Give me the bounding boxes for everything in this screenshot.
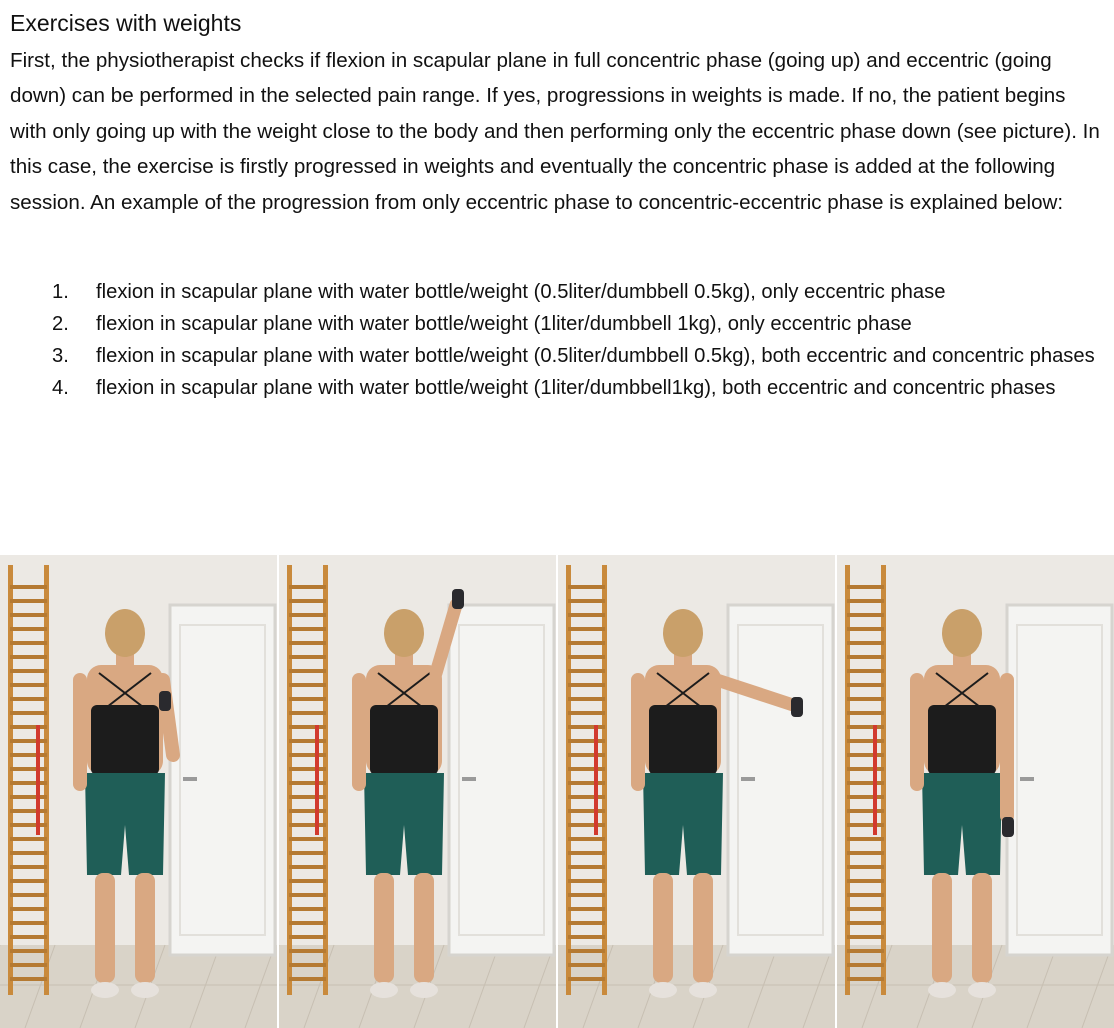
list-text: flexion in scapular plane with water bottle/weight (1liter/dumbbell 1kg), only eccentric phase	[96, 313, 912, 335]
wall-ladder-rung	[847, 585, 884, 589]
wall-ladder-rung	[289, 893, 326, 897]
right-shoe	[689, 982, 717, 998]
wall-ladder-rung	[847, 683, 884, 687]
wall-ladder-rung	[10, 781, 47, 785]
wall-ladder-rung	[289, 949, 326, 953]
wall-ladder-rung	[847, 823, 884, 827]
wall-ladder-rung	[10, 711, 47, 715]
right-leg	[135, 873, 155, 983]
head-hair	[663, 609, 703, 657]
wall-ladder-rung	[847, 921, 884, 925]
wall-ladder-rung	[568, 585, 605, 589]
wall-ladder-rung	[847, 837, 884, 841]
list-text: flexion in scapular plane with water bottle/weight (0.5liter/dumbbell 0.5kg), only eccentric phase	[96, 281, 946, 303]
wall-ladder-rung	[847, 655, 884, 659]
wall-ladder-rung	[10, 795, 47, 799]
wall-ladder-rung	[10, 613, 47, 617]
wall-ladder-rung	[847, 669, 884, 673]
list-text: flexion in scapular plane with water bottle/weight (0.5liter/dumbbell 0.5kg), both eccentric and concentric phases	[96, 345, 1095, 367]
exercise-photo-4	[837, 555, 1114, 1028]
wall-ladder-rung	[289, 935, 326, 939]
right-shoe	[410, 982, 438, 998]
wall-ladder-rung	[289, 669, 326, 673]
dumbbell	[452, 589, 464, 609]
head-hair	[105, 609, 145, 657]
wall-ladder-rung	[568, 613, 605, 617]
wall-ladder-rung	[847, 613, 884, 617]
black-top	[91, 705, 159, 775]
progression-list	[0, 276, 1108, 404]
wall-ladder-rung	[568, 851, 605, 855]
wall-ladder-rung	[10, 655, 47, 659]
left-shoe	[370, 982, 398, 998]
wall-ladder-rung	[289, 781, 326, 785]
wall-ladder-rung	[10, 963, 47, 967]
right-shoe	[968, 982, 996, 998]
wall-ladder-rung	[289, 851, 326, 855]
wall-ladder-rung	[847, 949, 884, 953]
exercise-photo-strip	[0, 555, 1114, 1028]
wall-ladder-rung	[10, 753, 47, 757]
black-top	[370, 705, 438, 775]
wall-ladder-rung	[847, 977, 884, 981]
wall-ladder-rung	[847, 893, 884, 897]
resistance-band	[594, 725, 598, 835]
left-leg	[932, 873, 952, 983]
wall-ladder-rung	[289, 599, 326, 603]
wall-ladder-rung	[847, 935, 884, 939]
door-handle	[741, 777, 755, 781]
left-leg	[374, 873, 394, 983]
wall-ladder-rung	[10, 977, 47, 981]
wall-ladder-rung	[289, 795, 326, 799]
wall-ladder-rung	[289, 627, 326, 631]
wall-ladder-rung	[568, 823, 605, 827]
list-number: 4.	[52, 377, 69, 399]
wall-ladder-rung	[10, 865, 47, 869]
wall-ladder-rung	[568, 977, 605, 981]
wall-ladder-rung	[847, 907, 884, 911]
left-shoe	[91, 982, 119, 998]
resistance-band	[36, 725, 40, 835]
wall-ladder-rung	[847, 739, 884, 743]
wall-ladder-rung	[289, 907, 326, 911]
wall-ladder-rung	[10, 725, 47, 729]
wall-ladder-rung	[847, 963, 884, 967]
wall-ladder-rung	[289, 655, 326, 659]
wall-ladder-rung	[847, 711, 884, 715]
left-arm	[73, 673, 87, 791]
wall-ladder-rung	[10, 949, 47, 953]
section-heading: Exercises with weights	[10, 10, 242, 36]
exercise-photo-1	[0, 555, 277, 1028]
wall-ladder-rung	[847, 697, 884, 701]
wall-ladder-rung	[289, 921, 326, 925]
exercise-photo-4-image	[837, 555, 1114, 1028]
wall-ladder-rung	[568, 725, 605, 729]
wall-ladder-rung	[10, 893, 47, 897]
wall-ladder-rung	[847, 641, 884, 645]
wall-ladder-rung	[289, 683, 326, 687]
wall-ladder-rung	[847, 795, 884, 799]
wall-ladder-rung	[10, 739, 47, 743]
black-top	[649, 705, 717, 775]
wall-ladder-rung	[568, 599, 605, 603]
wall-ladder-rung	[847, 851, 884, 855]
wall-ladder-rung	[847, 725, 884, 729]
resistance-band	[873, 725, 877, 835]
right-shoe	[131, 982, 159, 998]
wall-ladder-rung	[10, 837, 47, 841]
wall-ladder-rung	[289, 697, 326, 701]
wall-ladder-rung	[289, 585, 326, 589]
wall-ladder-rung	[10, 921, 47, 925]
wall-ladder-rung	[847, 767, 884, 771]
left-shoe	[649, 982, 677, 998]
wall-ladder-rung	[10, 879, 47, 883]
wall-ladder-rung	[568, 865, 605, 869]
wall-ladder-rung	[10, 907, 47, 911]
resistance-band	[315, 725, 319, 835]
exercise-photo-1-image	[0, 555, 277, 1028]
wall-ladder-rung	[10, 823, 47, 827]
left-shoe	[928, 982, 956, 998]
wall-ladder-rung	[847, 627, 884, 631]
dumbbell	[1002, 817, 1014, 837]
wall-ladder-rung	[568, 753, 605, 757]
list-text: flexion in scapular plane with water bottle/weight (1liter/dumbbell1kg), both eccentric and concentric phases	[96, 377, 1056, 399]
wall-ladder-rung	[10, 767, 47, 771]
wall-ladder-rung	[847, 809, 884, 813]
wall-ladder-rung	[10, 627, 47, 631]
wall-ladder-rung	[289, 613, 326, 617]
wall-ladder-rung	[10, 585, 47, 589]
wall-ladder-rung	[568, 641, 605, 645]
wall-ladder-rung	[10, 599, 47, 603]
wall-ladder-rung	[568, 697, 605, 701]
intro-paragraph: First, the physiotherapist checks if flexion in scapular plane in full concentric phase (going up) and eccentric (going down) can be performed in the selected pain range. If yes, progressions in weights is made. If no, the patient begins with only going up with the weight close to the body and then performing only the eccentric phase down (see picture). In this case, the exercise is firstly progressed in weights and eventually the concentric phase is added at the following session. An example of the progression from only eccentric phase to concentric-eccentric phase is explained below:	[10, 49, 1100, 214]
wall-ladder-rung	[847, 599, 884, 603]
wall-ladder-rung	[568, 963, 605, 967]
right-leg	[972, 873, 992, 983]
exercise-photo-3-image	[558, 555, 835, 1028]
wall-ladder-rung	[568, 837, 605, 841]
wall-ladder-rung	[847, 753, 884, 757]
wall-ladder-rung	[10, 851, 47, 855]
wall-ladder-rung	[847, 879, 884, 883]
wall-ladder-rung	[289, 879, 326, 883]
left-arm	[352, 673, 366, 791]
wall-ladder-rung	[10, 809, 47, 813]
wall-ladder-rung	[289, 809, 326, 813]
wall-ladder-rung	[10, 669, 47, 673]
wall-ladder-rung	[568, 809, 605, 813]
wall-ladder-rung	[568, 627, 605, 631]
list-item	[0, 340, 1108, 372]
wall-ladder-rung	[568, 739, 605, 743]
wall-ladder-rung	[568, 767, 605, 771]
right-leg	[414, 873, 434, 983]
wall-ladder-rung	[568, 683, 605, 687]
left-arm	[631, 673, 645, 791]
dumbbell	[791, 697, 803, 717]
wall-ladder-rung	[289, 641, 326, 645]
wall-ladder-rung	[289, 837, 326, 841]
wall-ladder-rung	[10, 697, 47, 701]
wall-ladder-rung	[289, 767, 326, 771]
list-number: 2.	[52, 313, 69, 335]
wall-ladder-rung	[568, 893, 605, 897]
wall-ladder-rung	[289, 823, 326, 827]
head-hair	[942, 609, 982, 657]
door-handle	[183, 777, 197, 781]
wall-ladder-rung	[289, 711, 326, 715]
left-leg	[95, 873, 115, 983]
wall-ladder-rung	[847, 781, 884, 785]
wall-ladder-rung	[568, 669, 605, 673]
wall-ladder-rung	[289, 725, 326, 729]
wall-ladder-rung	[568, 711, 605, 715]
wall-ladder-rung	[10, 683, 47, 687]
wall-ladder-rung	[289, 963, 326, 967]
wall-ladder-rung	[568, 879, 605, 883]
wall-ladder-rung	[568, 795, 605, 799]
wall-ladder-rung	[10, 641, 47, 645]
wall-ladder-rung	[847, 865, 884, 869]
door-handle	[462, 777, 476, 781]
list-item	[0, 372, 1108, 404]
head-hair	[384, 609, 424, 657]
list-number: 3.	[52, 345, 69, 367]
wall-ladder-rung	[289, 977, 326, 981]
right-leg	[693, 873, 713, 983]
wall-ladder-rung	[568, 781, 605, 785]
exercise-photo-2	[279, 555, 556, 1028]
list-item	[0, 276, 1108, 308]
black-top	[928, 705, 996, 775]
dumbbell	[159, 691, 171, 711]
wall-ladder-rung	[289, 739, 326, 743]
exercise-photo-2-image	[279, 555, 556, 1028]
left-leg	[653, 873, 673, 983]
wall-ladder-rung	[10, 935, 47, 939]
wall-ladder-rung	[568, 655, 605, 659]
wall-ladder-rung	[289, 753, 326, 757]
wall-ladder-rung	[568, 907, 605, 911]
left-arm	[910, 673, 924, 791]
wall-ladder-rung	[289, 865, 326, 869]
list-number: 1.	[52, 281, 69, 303]
wall-ladder-rung	[568, 949, 605, 953]
list-item	[0, 308, 1108, 340]
wall-ladder-rung	[568, 935, 605, 939]
wall-ladder-rung	[568, 921, 605, 925]
exercise-photo-3	[558, 555, 835, 1028]
door-handle	[1020, 777, 1034, 781]
right-arm	[1000, 673, 1014, 823]
